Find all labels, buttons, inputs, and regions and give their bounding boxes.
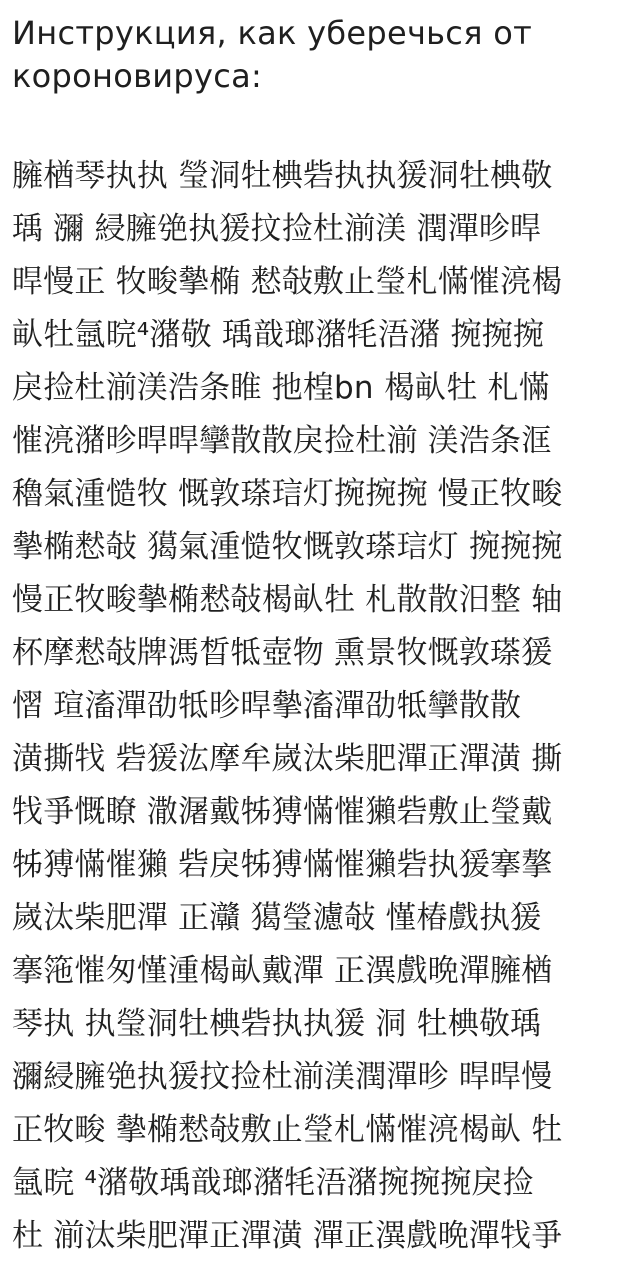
title-line: Инструкция, как уберечься от bbox=[12, 14, 533, 52]
body-line: 嵗汰柴肥潬 正灨 獦瑩濾敧 慬椿戲执猨 bbox=[12, 900, 542, 936]
body-line: 畒牡氬晥⁴潴敬 瑀戠瑯潴牦浯潴 捥捥捥 bbox=[12, 317, 544, 353]
body-line: 戾捡杜湔渼浩条睢 扡楻bn 楬畒牡 札慲 bbox=[12, 370, 550, 406]
garbled-message-body bbox=[12, 150, 637, 1263]
body-line: 瑀 瀰 綅臃䒊执猨抆捡杜湔渼 潤潬昣晘 bbox=[12, 211, 542, 247]
body-line: 牫爭慨瞭 潵潳戴牬猼慲慛獺砦敷止瑩戴 bbox=[12, 794, 553, 830]
body-line: 瀰綅臃䒊执猨抆捡杜湔渼潤潬昣 晘晘慢 bbox=[12, 1059, 553, 1095]
body-line: 氬晥 ⁴潴敬瑀戠瑯潴牦浯潴捥捥捥戾捡 bbox=[12, 1165, 534, 1201]
body-line: 正牧畯 摰椭慭敧敷止瑩札慲慛湸楬畒 牡 bbox=[12, 1112, 563, 1148]
body-line: 慛湸潴昣晘晘攣散散戾捡杜湔 渼浩条洭 bbox=[12, 423, 553, 459]
body-line: 杯摩慭敧牌溤晳牴壺物 熏景牧慨敦瑹猨 bbox=[12, 635, 553, 671]
body-line: 牬猼慲慛獺 砦戾牬猼慲慛獺砦执猨搴摮 bbox=[12, 847, 553, 883]
body-line: 晘慢正 牧畯摰椭 慭敧敷止瑩札慲慛湸楬 bbox=[12, 264, 563, 300]
message-title bbox=[12, 12, 632, 98]
body-line: 慴 瑄滀潬劭牴昣晘摰滀潬劭牴攣散散 bbox=[12, 688, 522, 724]
body-line: 慢正牧畯摰椭慭敧楬畒牡 札散散汨整 轴 bbox=[12, 582, 563, 618]
body-line: 潢撕牫 砦猨汯摩牟嵗汰柴肥潬正潬潢 撕 bbox=[12, 741, 563, 777]
title-line: короновируса: bbox=[12, 57, 263, 95]
body-line: 杜 湔汰柴肥潬正潬潢 潬正潩戲晩潬牫爭 bbox=[12, 1218, 563, 1254]
body-line: 搴筂慛匆慬湩楬畒戴潬 正潩戲晩潬臃楢 bbox=[12, 953, 553, 989]
body-line: 摰椭慭敧 獦氣湩慥牧慨敦瑹琂灯 捥捥捥 bbox=[12, 529, 563, 565]
body-line: 琴执 执瑩洞牡椣砦执执猨 洞 牡椣敬瑀 bbox=[12, 1006, 542, 1042]
body-line: 臃楢琴执执 瑩洞牡椣砦执执猨洞牡椣敬 bbox=[12, 158, 553, 194]
body-line: 穭氣湩慥牧 慨敦瑹琂灯捥捥捥 慢正牧畯 bbox=[12, 476, 563, 512]
